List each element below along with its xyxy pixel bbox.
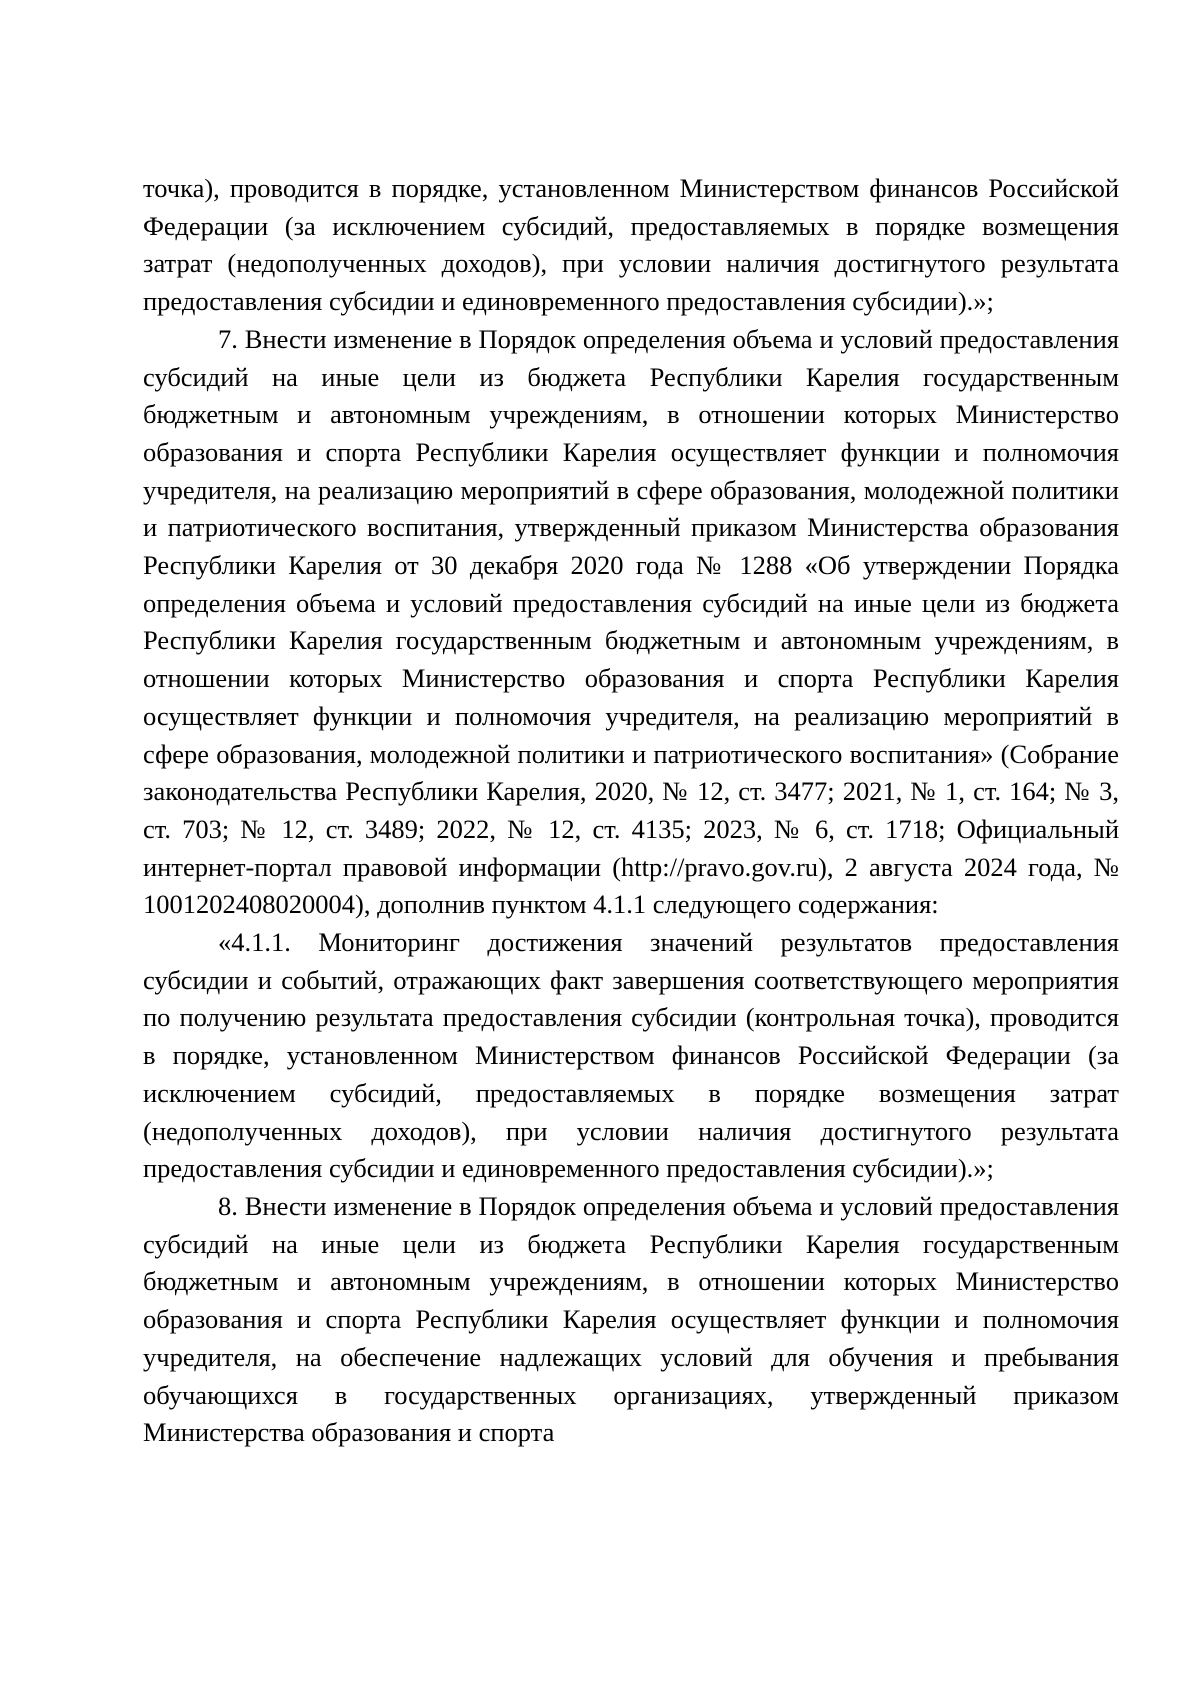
document-body: [143, 170, 1119, 1452]
paragraph-item-7: 7. Внести изменение в Порядок определения объема и условий предоставления субсидий на иные цели из бюджета Республики Карелия государственным бюджетным и автономным учреждениям, в отношении которых Министерство образования и спорта Республики Карелия осуществляет функции и полномочия учредителя, на реализацию мероприятий в сфере образования, молодежной политики и патриотического воспитания, утвержденный приказом Министерства образования Республики Карелия от 30 декабря 2020 года № 1288 «Об утверждении Порядка определения объема и условий предоставления субсидий на иные цели из бюджета Республики Карелия государственным бюджетным и автономным учреждениям, в отношении которых Министерство образования и спорта Республики Карелия осуществляет функции и полномочия учредителя, на реализацию мероприятий в сфере образования, молодежной политики и патриотического воспитания» (Собрание законодательства Республики Карелия, 2020, № 12, ст. 3477; 2021, № 1, ст. 164; № 3, ст. 703; № 12, ст. 3489; 2022, № 12, ст. 4135; 2023, № 6, ст. 1718; Официальный интернет-портал правовой информации (http://pravo.gov.ru), 2 августа 2024 года, № 1001202408020004), дополнив пунктом 4.1.1 следующего содержания:: [143, 323, 1119, 920]
paragraph-item-4-1-1: «4.1.1. Мониторинг достижения значений результатов предоставления субсидии и событий, отражающих факт завершения соответствующего мероприятия по получению результата предоставления субсидии (контрольная точка), проводится в порядке, установленном Министерством финансов Российской Федерации (за исключением субсидий, предоставляемых в порядке возмещения затрат (недополученных доходов), при условии наличия достигнутого результата предоставления субсидии и единовременного предоставления субсидии).»;: [143, 927, 1119, 1184]
paragraph-continuation: точка), проводится в порядке, установленном Министерством финансов Российской Федерации (за исключением субсидий, предоставляемых в порядке возмещения затрат (недополученных доходов), при условии наличия достигнутого результата предоставления субсидии и единовременного предоставления субсидии).»;: [143, 173, 1119, 317]
paragraph-item-8: 8. Внести изменение в Порядок определения объема и условий предоставления субсидий на иные цели из бюджета Республики Карелия государственным бюджетным и автономным учреждениям, в отношении которых Министерство образования и спорта Республики Карелия осуществляет функции и полномочия учредителя, на обеспечение надлежащих условий для обучения и пребывания обучающихся в государственных организациях, утвержденный приказом Министерства образования и спорта: [143, 1190, 1119, 1448]
